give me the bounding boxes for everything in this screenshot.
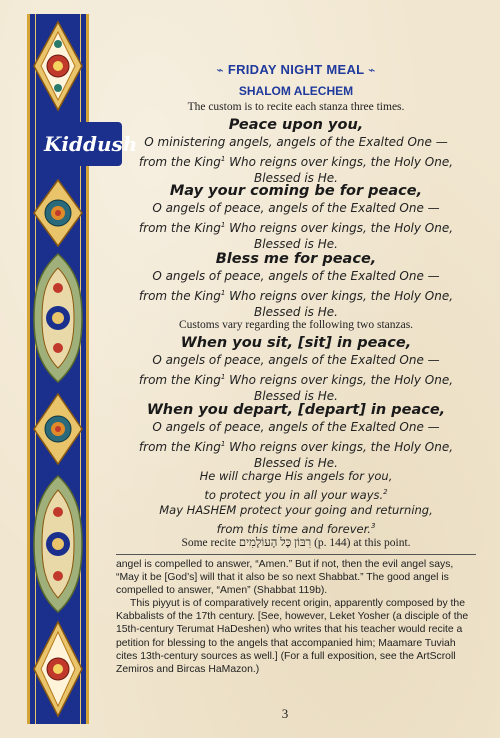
footnote-divider [116, 554, 476, 555]
closing-instruction: Some recite רִבּוֹן כָּל הָעוֹלָמִים (p. 144) at this point. [181, 537, 411, 549]
stanza-line: O angels of peace, angels of the Exalted One — [152, 420, 440, 434]
verse-line: May HASHEM protect your going and returning, [159, 503, 433, 517]
stanza-heading: May your coming be for peace, [169, 183, 423, 199]
stanza-line: Blessed is He. [254, 456, 338, 470]
verse-line: to protect you in all your ways.$^2$ [204, 487, 388, 502]
stanza-heading: Peace upon you, [228, 117, 364, 133]
stanza-heading: When you sit, [sit] in peace, [180, 335, 412, 351]
stanza-line: O angels of peace, angels of the Exalted One — [152, 353, 440, 367]
floral-ornament-icon [30, 20, 86, 112]
floral-ornament-icon [30, 474, 86, 614]
stanza-line: from the King$^1$ Who reigns over kings, the Holy One, [138, 439, 454, 454]
floral-ornament-icon [30, 392, 86, 466]
swirl-icon: ⌁ [368, 63, 376, 77]
instruction-note: The custom is to recite each stanza three times. [187, 101, 405, 113]
stanza-line: O ministering angels, angels of the Exalted One — [144, 135, 448, 149]
section-header [130, 62, 462, 77]
hebrew-phrase: רִבּוֹן כָּל הָעוֹלָמִים [238, 537, 312, 549]
stanza-line: Blessed is He. [254, 389, 338, 403]
stanza [130, 401, 462, 472]
page-number: 3 [281, 706, 289, 721]
swirl-icon: ⌁ [216, 63, 224, 77]
stanza [130, 334, 462, 405]
verse-block [130, 469, 462, 503]
stanza-heading: Bless me for peace, [215, 251, 377, 267]
footnote-paragraph: This piyyut is of comparatively recent origin, apparently composed by the Kabbalists of the 17th century. [See, however, Leket Yosher (a disciple of the 15th-century Terumat HaDeshen) who writes that his teacher would recite a petition for blessing to the angels that accompanied him; Maamare Tuviah cites 13th-century sources as well.] (For a full exposition, see the ArtScroll Zemiros and Bircas HaMazon.) [116, 598, 469, 675]
customs-note: Customs vary regarding the following two stanzas. [178, 319, 414, 331]
stanza-line: O angels of peace, angels of the Exalted One — [152, 269, 440, 283]
stanza [130, 116, 462, 187]
stanza-heading: When you depart, [depart] in peace, [146, 402, 446, 418]
section-tab-kiddush: Kiddush [36, 122, 122, 166]
verse-line: He will charge His angels for you, [199, 469, 393, 483]
floral-ornament-icon [30, 178, 86, 248]
footnote [116, 558, 478, 676]
verse-line: from this time and forever.$^3$ [216, 521, 376, 536]
stanza-line: Blessed is He. [254, 305, 338, 319]
stanza-line: Blessed is He. [254, 171, 338, 185]
stanza [130, 250, 462, 321]
floral-ornament-icon [30, 252, 86, 384]
song-title: SHALOM ALECHEM [238, 84, 354, 98]
stanza [130, 182, 462, 253]
stanza-line: from the King$^1$ Who reigns over kings, the Holy One, [138, 154, 454, 169]
stanza-line: Blessed is He. [254, 237, 338, 251]
floral-ornament-icon [30, 620, 86, 718]
section-title: FRIDAY NIGHT MEAL [227, 62, 365, 77]
verse-block [130, 503, 462, 537]
footnote-paragraph: angel is compelled to answer, “Amen.” But if not, then the evil angel says, “May it be [God’s] will that it also be so next Shabbat.” The good angel is compelled to answer, “Amen” (Shabbat 119b). [116, 559, 454, 597]
stanza-line: from the King$^1$ Who reigns over kings, the Holy One, [138, 220, 454, 235]
stanza-line: from the King$^1$ Who reigns over kings, the Holy One, [138, 372, 454, 387]
stanza-line: O angels of peace, angels of the Exalted One — [152, 201, 440, 215]
stanza-line: from the King$^1$ Who reigns over kings, the Holy One, [138, 288, 454, 303]
